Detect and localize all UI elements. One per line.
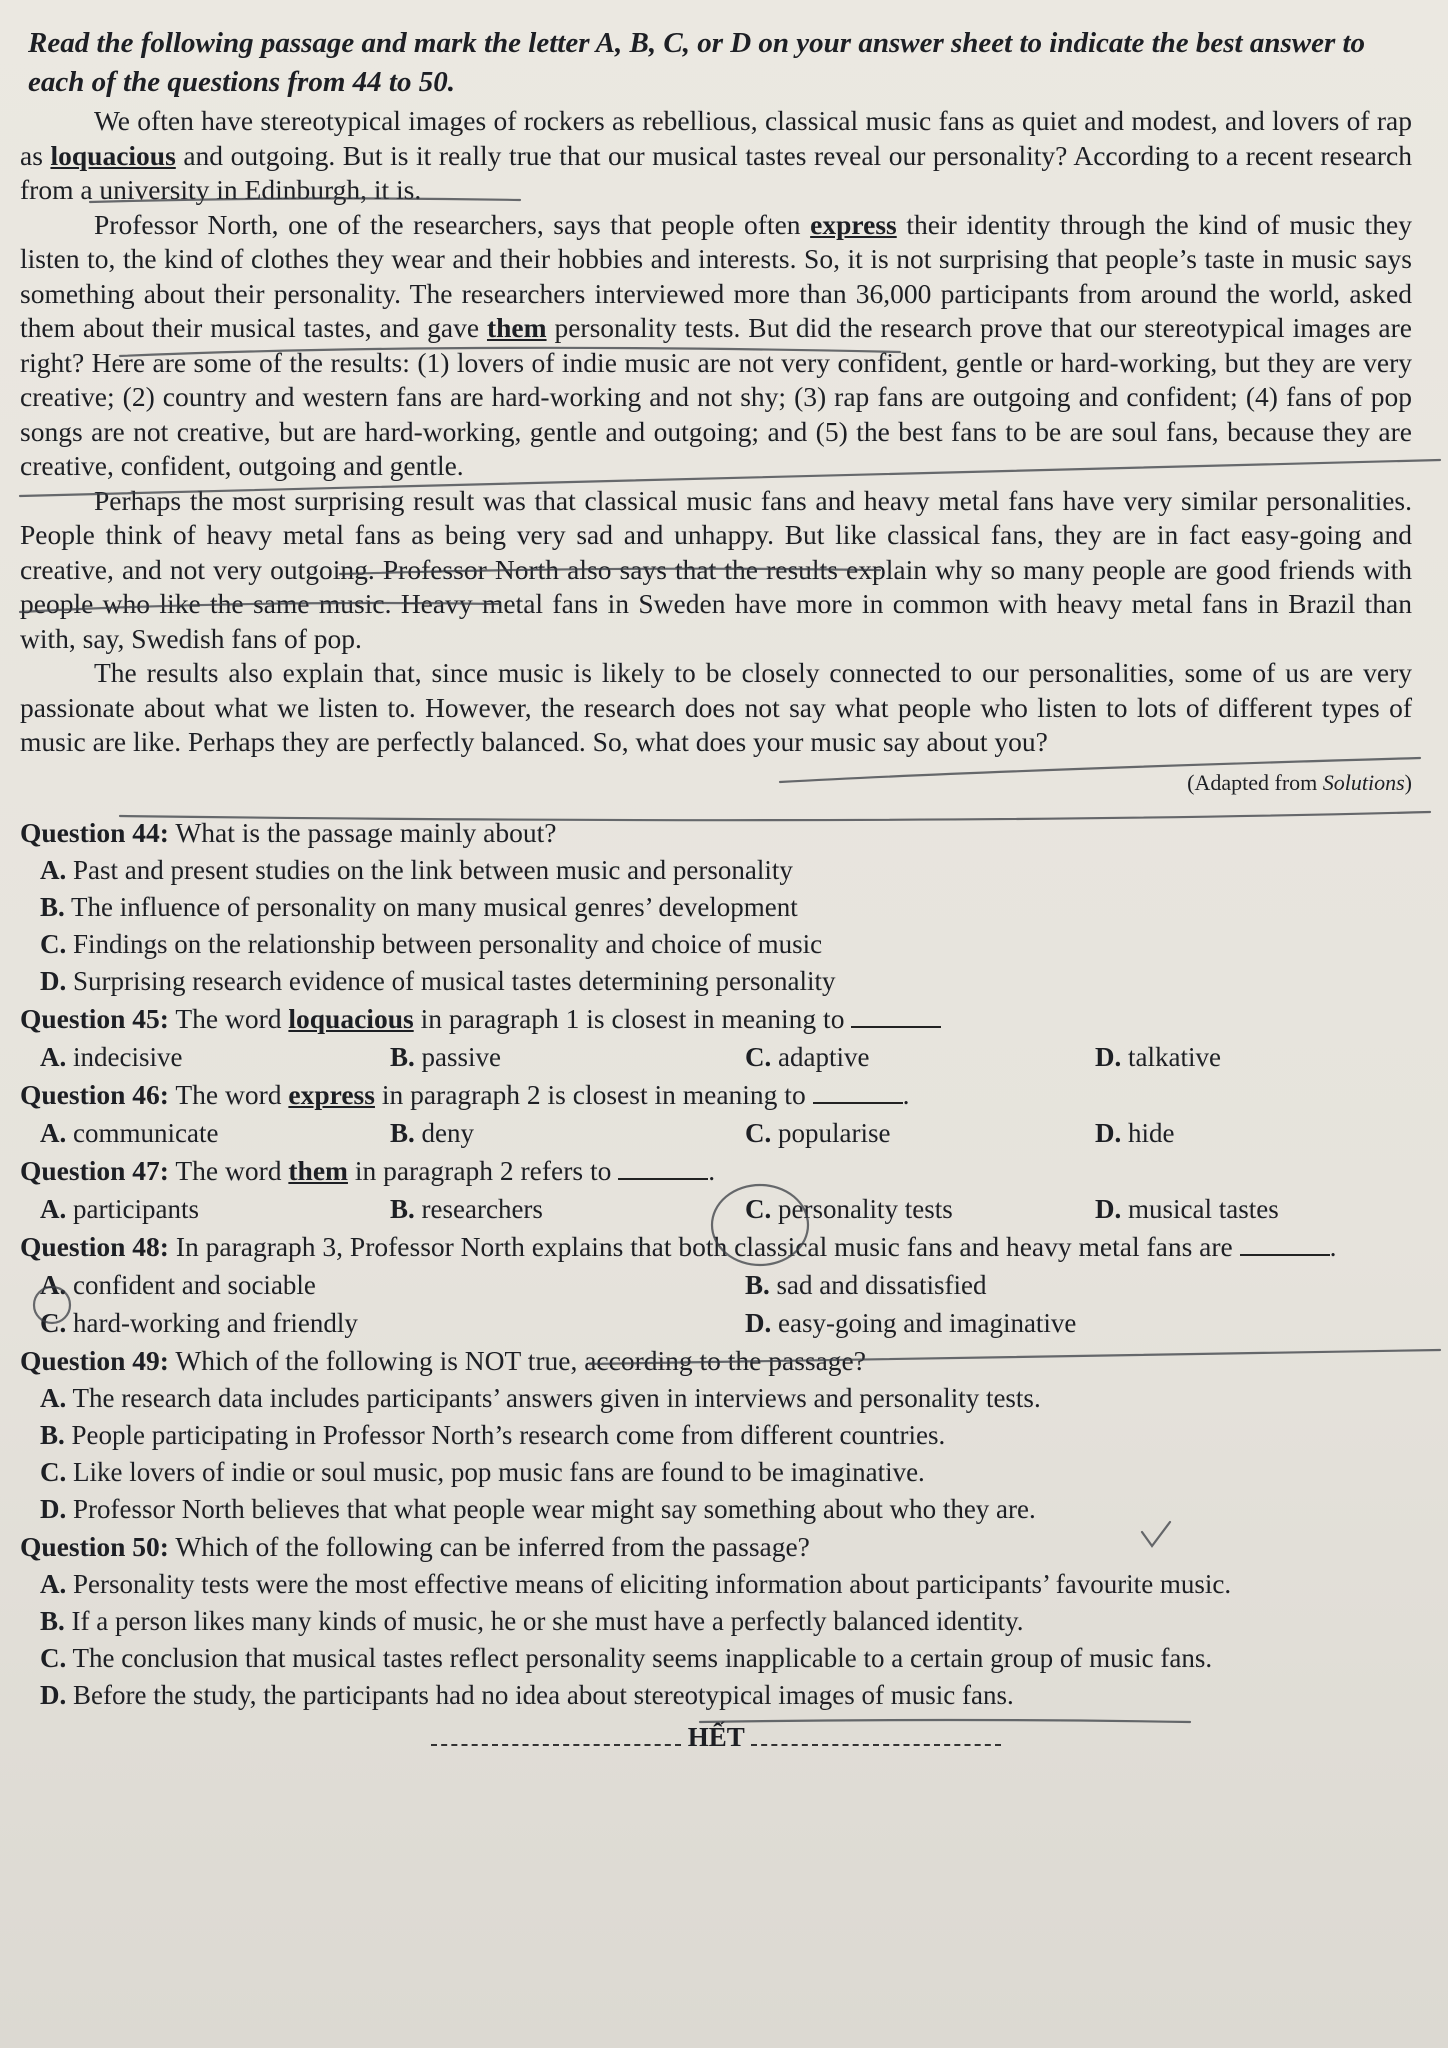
- option-48-c[interactable]: [40, 1304, 745, 1342]
- option-text: Surprising research evidence of musical tastes determining personality: [73, 965, 836, 996]
- option-text: researchers: [421, 1193, 543, 1224]
- option-text: deny: [421, 1117, 474, 1148]
- option-letter: D.: [40, 1493, 67, 1524]
- option-48-d[interactable]: [745, 1304, 1412, 1342]
- paragraph-1-text-end: and outgoing. But is it really true that our musical tastes reveal our personality? According to a recent research from a university in Edinburgh, it is.: [20, 139, 1412, 205]
- question-44-number: Question 44:: [20, 816, 169, 848]
- option-text: If a person likes many kinds of music, he or she must have a perfectly balanced identity.: [71, 1605, 1024, 1636]
- option-44-d[interactable]: [40, 963, 1412, 1000]
- question-46-text-start: The word: [168, 1078, 289, 1110]
- paragraph-2: [20, 208, 1412, 484]
- option-letter: A.: [40, 854, 67, 885]
- question-46-keyword: express: [288, 1078, 375, 1110]
- option-44-a[interactable]: [40, 852, 1412, 889]
- paragraph-3: Perhaps the most surprising result was that classical music fans and heavy metal fans have very similar personalities. People think of heavy metal fans as being very sad and unhappy. But like classical fans, they are in fact easy-going and creative, and not very outgoing. Professor North also says that the results explain why so many people are good friends with people who like the same music. Heavy metal fans in Sweden have more in common with heavy metal fans in Brazil than with, say, Swedish fans of pop.: [20, 484, 1412, 654]
- option-letter: B.: [40, 1419, 65, 1450]
- question-44-stem: [20, 814, 1412, 852]
- question-46-text-end: in paragraph 2 is closest in meaning to: [374, 1078, 813, 1110]
- instruction: Read the following passage and mark the letter A, B, C, or D on your answer sheet to indicate the best answer to each of the questions from 44 to 50.: [28, 27, 1366, 98]
- option-letter: B.: [40, 891, 65, 922]
- option-letter: C.: [745, 1193, 772, 1224]
- option-text: participants: [73, 1193, 199, 1224]
- option-letter: B.: [390, 1041, 415, 1072]
- option-47-a[interactable]: [40, 1190, 390, 1228]
- paragraph-1: [20, 104, 1412, 208]
- question-45-text-start: The word: [168, 1002, 289, 1034]
- option-letter: A.: [40, 1269, 67, 1300]
- question-47-keyword: them: [288, 1154, 348, 1186]
- option-49-d[interactable]: [40, 1491, 1412, 1528]
- option-letter: D.: [40, 965, 67, 996]
- highlight-them: them: [486, 312, 547, 343]
- question-47: [20, 1152, 1412, 1228]
- question-45: [20, 1000, 1412, 1076]
- answer-blank: [1240, 1230, 1330, 1256]
- question-47-stem: Question 47: The word them in paragraph 2 refers to .: [20, 1154, 716, 1186]
- highlight-loquacious: loquacious: [50, 139, 176, 171]
- option-letter: A.: [40, 1041, 67, 1072]
- answer-blank: [813, 1078, 903, 1104]
- question-49: [20, 1342, 1412, 1528]
- option-49-c[interactable]: [40, 1454, 1412, 1491]
- paragraph-2-text-middle: their identity through the kind of music they listen to, the kind of clothes they wear and their hobbies and interests. So, it is not surprising that people’s taste in music says something about their personality. The researchers interviewed more than 36,000 participants from around the world, asked them about their musical tastes, and gave: [20, 208, 1412, 343]
- option-text: Before the study, the participants had no idea about stereotypical images of music fans.: [73, 1679, 1014, 1710]
- option-text: Personality tests were the most effective means of eliciting information about participants’ favourite music.: [73, 1568, 1232, 1599]
- option-text: talkative: [1128, 1041, 1221, 1072]
- option-45-b[interactable]: [390, 1038, 745, 1076]
- option-47-c[interactable]: [745, 1190, 1095, 1228]
- option-48-a[interactable]: [40, 1266, 745, 1304]
- option-46-b[interactable]: [390, 1114, 745, 1152]
- question-45-keyword: loquacious: [288, 1002, 414, 1034]
- option-letter: D.: [1095, 1193, 1122, 1224]
- option-50-d[interactable]: [40, 1677, 1412, 1714]
- option-text: The research data includes participants’ answers given in interviews and personality tests.: [72, 1382, 1041, 1413]
- question-50-number: Question 50:: [20, 1530, 169, 1562]
- paragraph-4: The results also explain that, since music is likely to be closely connected to our personalities, some of us are very passionate about what we listen to. However, the research does not say what people who listen to lots of different types of music are like. Perhaps they are perfectly balanced. So, what does your music say about you?: [20, 657, 1412, 757]
- option-50-b[interactable]: [40, 1603, 1412, 1640]
- option-letter: A.: [40, 1382, 67, 1413]
- source-citation: [20, 770, 1412, 796]
- answer-blank: [618, 1154, 708, 1180]
- option-text: communicate: [73, 1117, 219, 1148]
- option-letter: A.: [40, 1117, 67, 1148]
- question-49-stem: [20, 1342, 1412, 1380]
- question-47-text-start: The word: [168, 1154, 289, 1186]
- question-47-number: Question 47:: [20, 1154, 169, 1186]
- option-text: sad and dissatisfied: [776, 1269, 987, 1300]
- question-50-stem: [20, 1528, 1412, 1566]
- option-letter: B.: [390, 1193, 415, 1224]
- option-text: People participating in Professor North’s research come from different countries.: [71, 1419, 946, 1450]
- option-49-b[interactable]: [40, 1417, 1412, 1454]
- option-text: easy-going and imaginative: [778, 1307, 1077, 1338]
- option-letter: C.: [745, 1117, 772, 1148]
- end-text: HẾT: [687, 1721, 745, 1752]
- option-49-a[interactable]: [40, 1380, 1412, 1417]
- option-letter: C.: [40, 1456, 67, 1487]
- option-44-b[interactable]: [40, 889, 1412, 926]
- option-letter: A.: [40, 1193, 67, 1224]
- option-text: The influence of personality on many musical genres’ development: [71, 891, 798, 922]
- option-46-a[interactable]: [40, 1114, 390, 1152]
- option-letter: D.: [1095, 1117, 1122, 1148]
- question-48-stem: Question 48: In paragraph 3, Professor North explains that both classical music fans and heavy metal fans are .: [20, 1230, 1337, 1262]
- option-47-b[interactable]: [390, 1190, 745, 1228]
- option-text: The conclusion that musical tastes reflect personality seems inapplicable to a certain group of music fans.: [72, 1642, 1213, 1673]
- option-text: Past and present studies on the link between music and personality: [73, 854, 793, 885]
- question-50-text: Which of the following can be inferred from the passage?: [168, 1530, 810, 1562]
- option-text: Like lovers of indie or soul music, pop music fans are found to be imaginative.: [73, 1456, 925, 1487]
- paragraph-2-text-end: personality tests. But did the research prove that our stereotypical images are right? Here are some of the results: (1) lovers of indie music are not very confident, gentle or hard-working, but they are very creative; (2) country and western fans are hard-working and not shy; (3) rap fans are outgoing and confident; (4) fans of pop songs are not creative, but are hard-working, gentle and outgoing; and (5) the best fans to be are soul fans, because they are creative, confident, outgoing and gentle.: [20, 312, 1412, 481]
- source-suffix: ): [1404, 769, 1412, 795]
- question-48-number: Question 48:: [20, 1230, 169, 1262]
- end-dash-right: [751, 1734, 1001, 1746]
- answer-blank: [851, 1002, 941, 1028]
- option-text: Professor North believes that what people wear might say something about who they are.: [73, 1493, 1036, 1524]
- option-text: personality tests: [778, 1193, 953, 1224]
- option-letter: C.: [40, 1642, 67, 1673]
- source-prefix: (Adapted from: [1187, 769, 1323, 795]
- option-46-c[interactable]: [745, 1114, 1095, 1152]
- option-45-a[interactable]: [40, 1038, 390, 1076]
- option-45-d[interactable]: [1095, 1038, 1412, 1076]
- question-46: [20, 1076, 1412, 1152]
- option-letter: A.: [40, 1568, 67, 1599]
- question-47-text-end: in paragraph 2 refers to: [347, 1154, 619, 1186]
- option-letter: C.: [40, 1307, 67, 1338]
- question-46-stem: Question 46: The word express in paragraph 2 is closest in meaning to .: [20, 1078, 910, 1110]
- option-47-d[interactable]: [1095, 1190, 1412, 1228]
- option-text: hard-working and friendly: [73, 1307, 358, 1338]
- option-text: musical tastes: [1128, 1193, 1279, 1224]
- option-letter: B.: [40, 1605, 65, 1636]
- option-text: passive: [421, 1041, 501, 1072]
- reading-passage: [20, 104, 1412, 796]
- option-letter: B.: [390, 1117, 415, 1148]
- question-48-text: In paragraph 3, Professor North explains that both classical music fans and heavy metal fans are: [168, 1230, 1240, 1262]
- question-49-text: Which of the following is NOT true, according to the passage?: [168, 1344, 866, 1376]
- question-46-options: [20, 1114, 1412, 1152]
- question-45-text-end: in paragraph 1 is closest in meaning to: [413, 1002, 852, 1034]
- question-45-stem: [20, 1000, 1412, 1038]
- question-50-options: [20, 1566, 1412, 1714]
- option-text: Findings on the relationship between personality and choice of music: [73, 928, 823, 959]
- option-text: indecisive: [73, 1041, 183, 1072]
- option-46-d[interactable]: [1095, 1114, 1412, 1152]
- option-letter: C.: [745, 1041, 772, 1072]
- paragraph-2-text-start: Professor North, one of the researchers, says that people often: [94, 208, 811, 240]
- question-44-options: [20, 852, 1412, 1000]
- question-44-text: What is the passage mainly about?: [168, 816, 557, 848]
- question-47-options: [20, 1190, 1412, 1228]
- question-46-number: Question 46:: [20, 1078, 169, 1110]
- option-45-c[interactable]: [745, 1038, 1095, 1076]
- option-letter: D.: [40, 1679, 67, 1710]
- option-text: confident and sociable: [73, 1269, 316, 1300]
- option-letter: D.: [745, 1307, 772, 1338]
- end-dash-left: [431, 1734, 681, 1746]
- question-48-options: [20, 1266, 1412, 1342]
- option-44-c[interactable]: [40, 926, 1412, 963]
- option-50-a[interactable]: [40, 1566, 1412, 1603]
- option-letter: D.: [1095, 1041, 1122, 1072]
- end-marker: [20, 1722, 1412, 1753]
- highlight-express: express: [810, 208, 897, 240]
- question-49-number: Question 49:: [20, 1344, 169, 1376]
- question-48: [20, 1228, 1412, 1342]
- question-50: [20, 1528, 1412, 1714]
- option-letter: B.: [745, 1269, 770, 1300]
- option-text: hide: [1128, 1117, 1175, 1148]
- option-text: adaptive: [778, 1041, 870, 1072]
- option-text: popularise: [778, 1117, 891, 1148]
- question-49-options: [20, 1380, 1412, 1528]
- question-44: [20, 814, 1412, 1000]
- question-45-number: Question 45:: [20, 1002, 169, 1034]
- option-letter: C.: [40, 928, 67, 959]
- paragraph-1-text-start: We often have stereotypical images of rockers as rebellious, classical music fans as quiet and modest, and lovers of rap as: [20, 105, 1412, 171]
- source-title: Solutions: [1322, 769, 1405, 795]
- question-45-options: [20, 1038, 1412, 1076]
- option-50-c[interactable]: [40, 1640, 1412, 1677]
- option-48-b[interactable]: [745, 1266, 1412, 1304]
